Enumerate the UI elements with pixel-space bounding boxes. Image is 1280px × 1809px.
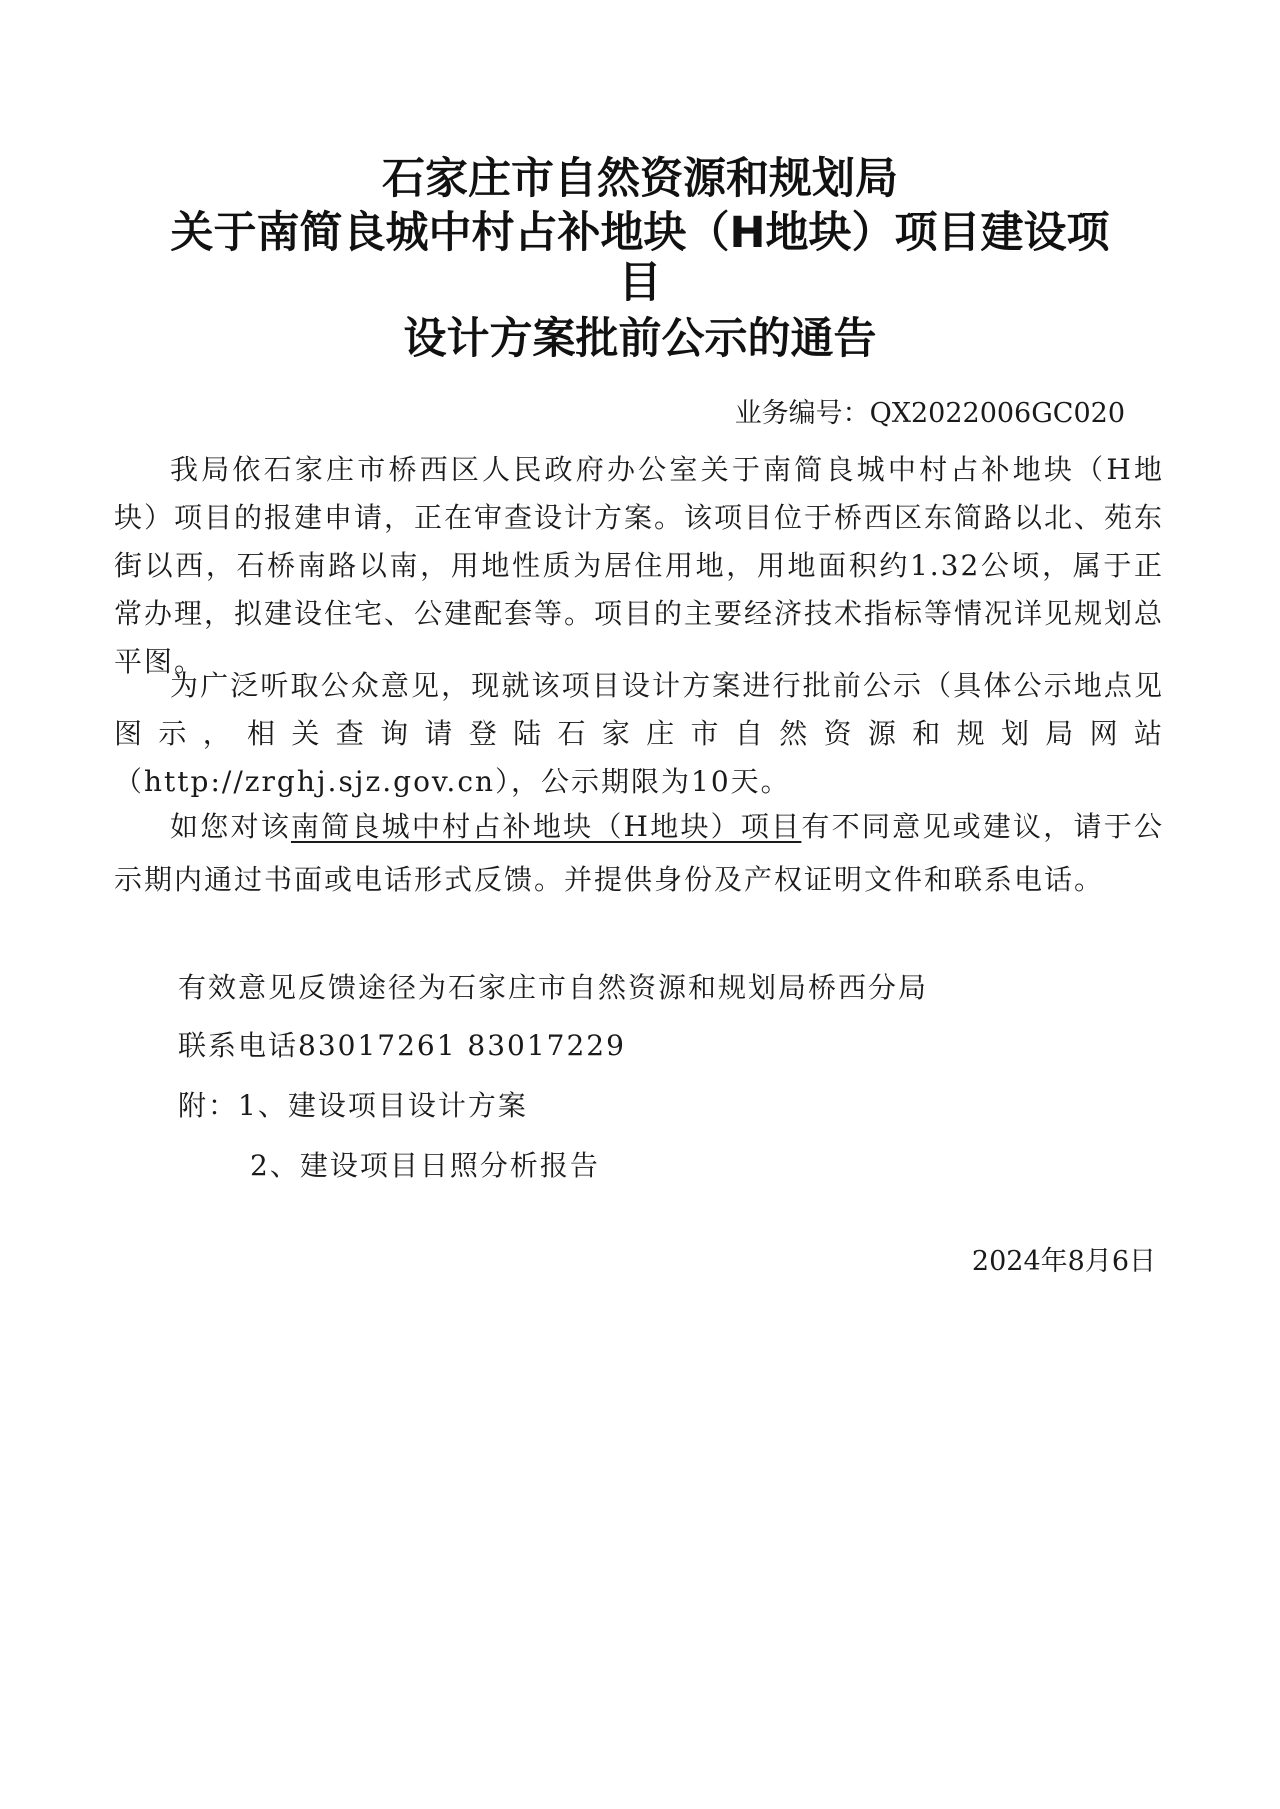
paragraph-publicity: 为广泛听取公众意见，现就该项目设计方案进行批前公示（具体公示地点见图示，相关查询请登陆石家庄市自然资源和规划局网站（http://zrghj.sjz.gov.cn），公示期限为10天。 — [114, 669, 1164, 798]
project-name-underlined: 南简良城中村占补地块（H地块）项目 — [290, 810, 802, 843]
title-line-4: 设计方案批前公示的通告 — [403, 314, 877, 364]
paragraph-project-info: 我局依石家庄市桥西区人民政府办公室关于南简良城中村占补地块（H地块）项目的报建申请，正在审查设计方案。该项目位于桥西区东简路以北、苑东街以西，石桥南路以南，用地性质为居住用地，用地面积约1.32公顷，属于正常办理，拟建设住宅、公建配套等。项目的主要经济技术指标等情况详见规划总平图。 — [114, 453, 1165, 678]
issue-date: 2024年8月6日 — [971, 1246, 1156, 1277]
feedback-prefix: 如您对该 — [170, 810, 291, 843]
title-line-2: 关于南简良城中村占补地块（H地块）项目建设项 — [170, 208, 1110, 258]
attachment-item-2: 2、建设项目日照分析报告 — [250, 1149, 600, 1182]
paragraph-feedback — [114, 800, 1164, 906]
attachment-item-1: 附：1、建设项目设计方案 — [178, 1089, 528, 1122]
business-number: 业务编号：QX2022006GC020 — [734, 398, 1125, 429]
feedback-channel: 有效意见反馈途径为石家庄市自然资源和规划局桥西分局 — [178, 971, 929, 1004]
contact-phone: 联系电话83017261 83017229 — [178, 1029, 626, 1062]
title-line-1: 石家庄市自然资源和规划局 — [382, 154, 898, 204]
title-line-3: 目 — [618, 258, 662, 308]
feedback-suffix: 有不同意见或建议，请于公示期内通过书面或电话形式反馈。并提供身份及产权证明文件和联系电话。 — [114, 810, 1164, 896]
